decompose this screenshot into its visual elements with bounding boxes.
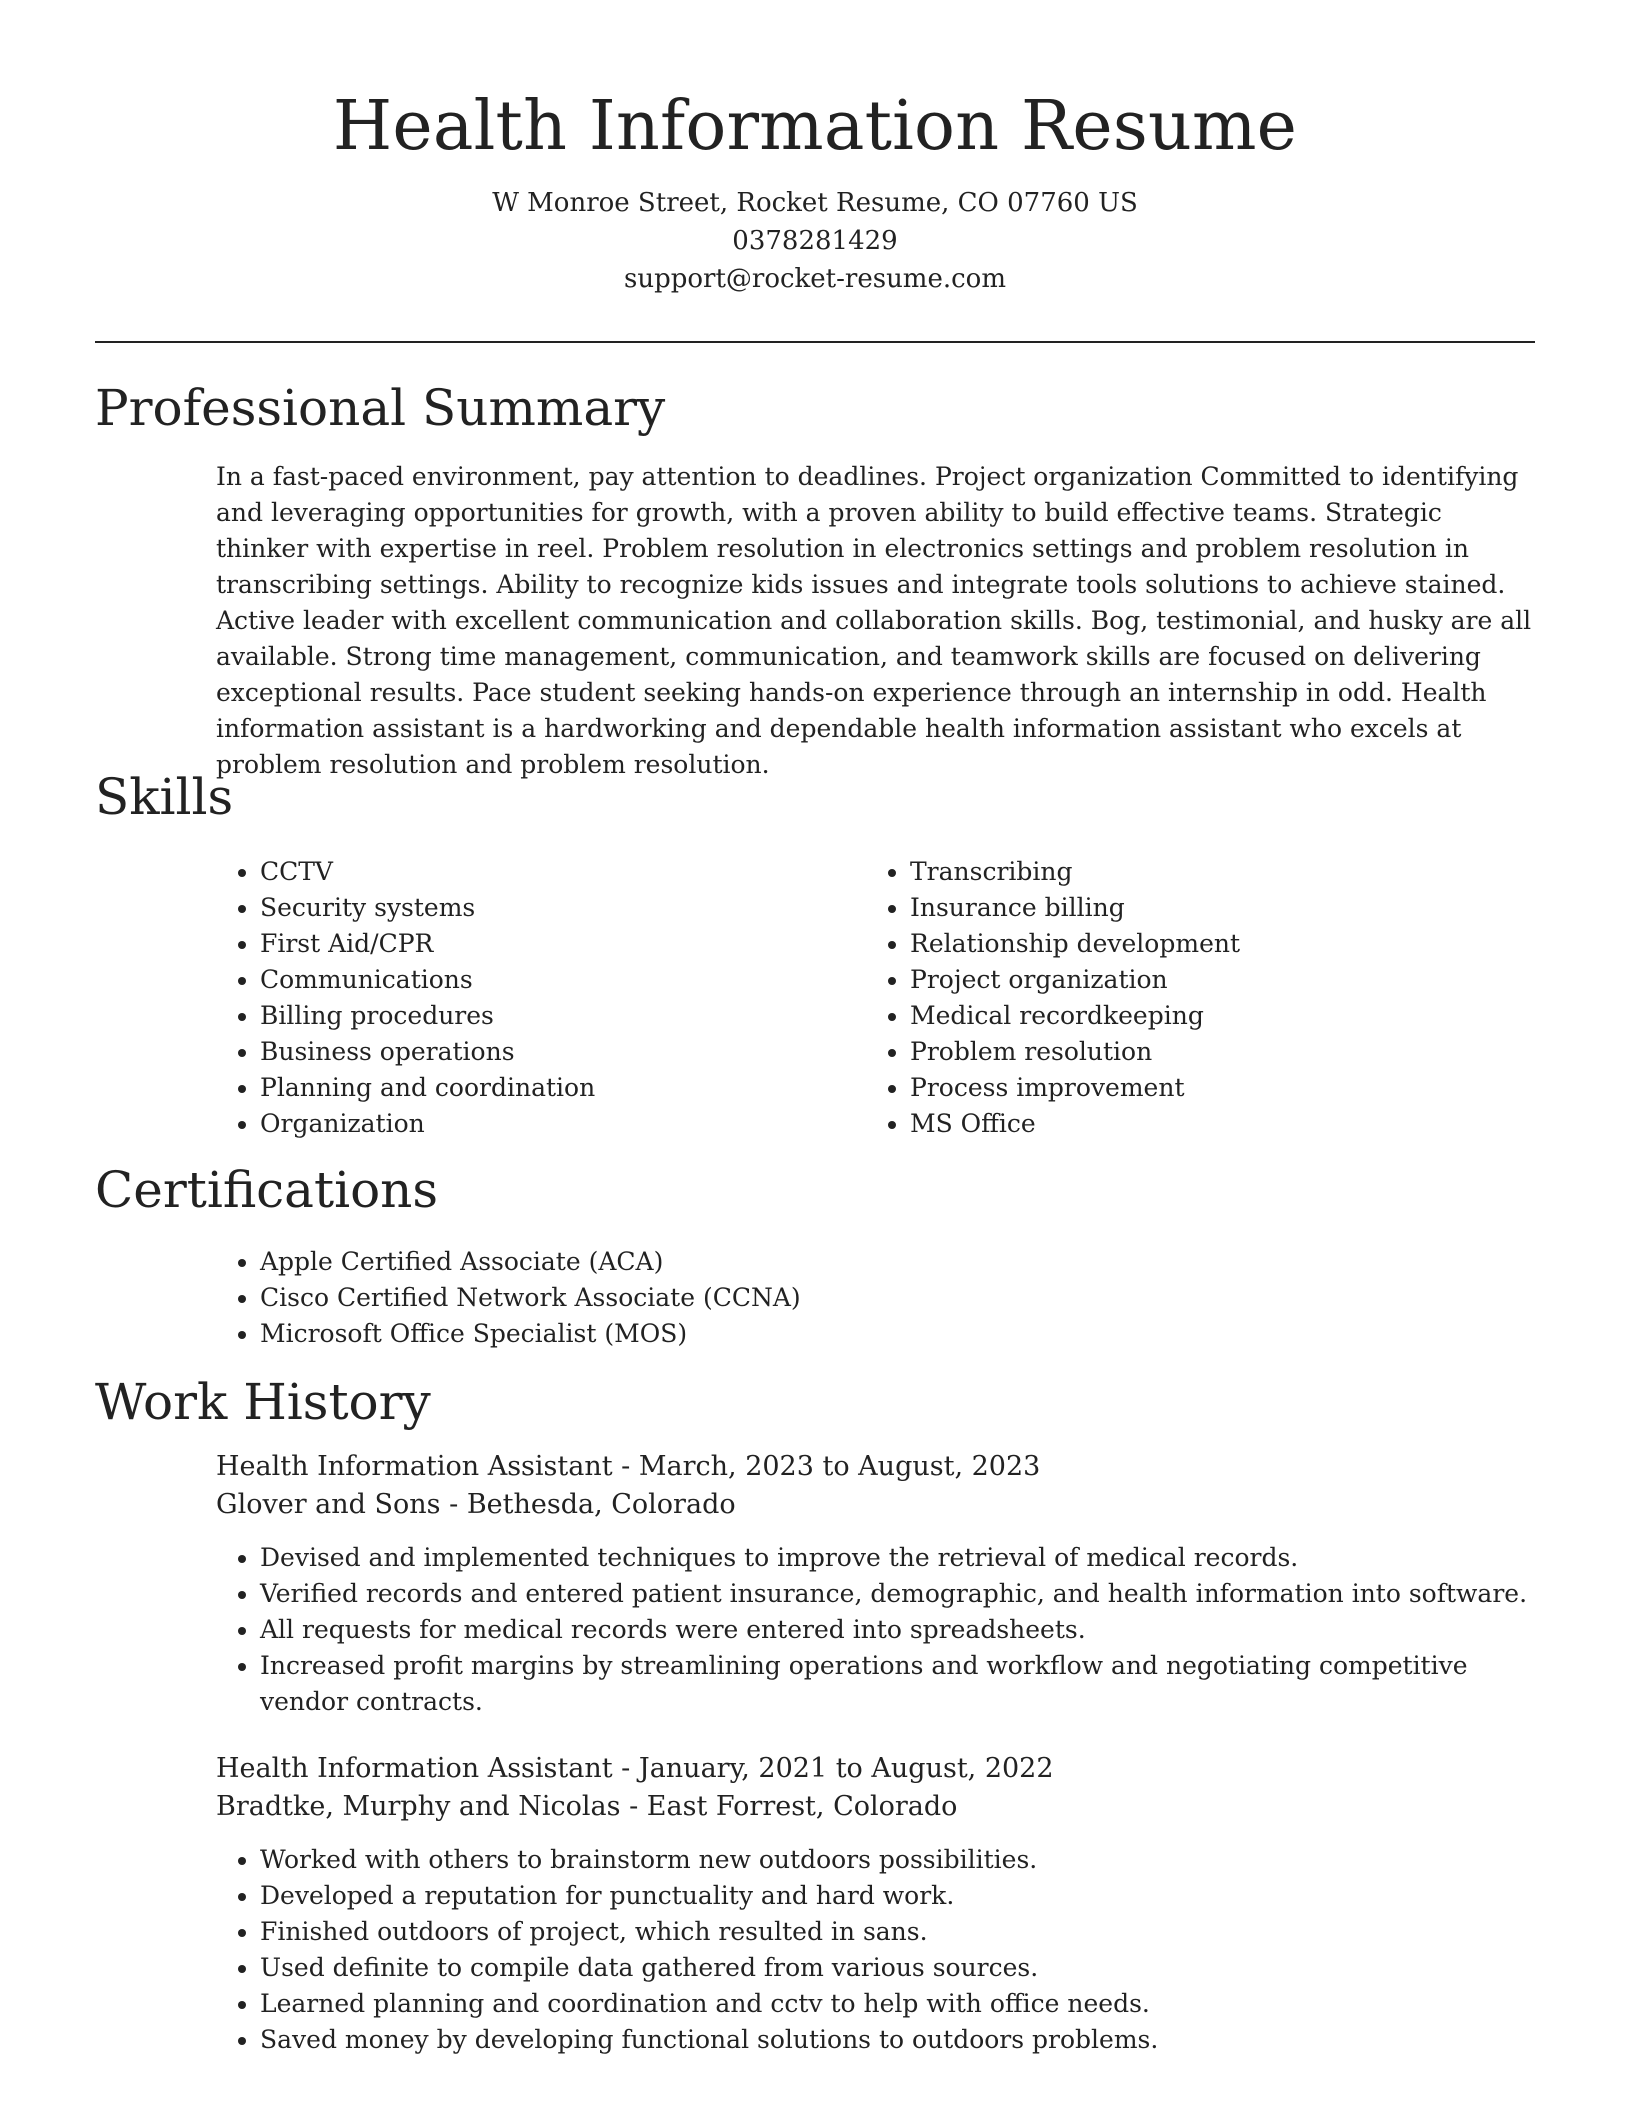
job-duty-item: • Used definite to compile data gathered from various sources. <box>260 1950 1541 1986</box>
certifications-list <box>216 1244 1541 1352</box>
job-duties <box>216 1540 1541 1720</box>
job-duty-item: • Developed a reputation for punctuality and hard work. <box>260 1878 1541 1914</box>
job-duty-item: • Increased profit margins by streamlining operations and workflow and negotiating competitive vendor contracts. <box>260 1648 1541 1720</box>
certifications-heading: Certifications <box>95 1161 439 1219</box>
job-duty-item: • All requests for medical records were entered into spreadsheets. <box>260 1612 1541 1648</box>
job-duty-item: • Devised and implemented techniques to improve the retrieval of medical records. <box>260 1540 1541 1576</box>
job-entry <box>216 1750 1541 2058</box>
skill-item: • Transcribing <box>910 854 1516 890</box>
skill-item: • Billing procedures <box>260 998 866 1034</box>
job-duty-item: • Saved money by developing functional solutions to outdoors problems. <box>260 2022 1541 2058</box>
skill-item: • Security systems <box>260 890 866 926</box>
skill-item: • MS Office <box>910 1106 1516 1142</box>
summary-heading: Professional Summary <box>95 379 666 437</box>
skill-item: • Insurance billing <box>910 890 1516 926</box>
job-duty-item: • Worked with others to brainstorm new outdoors possibilities. <box>260 1842 1541 1878</box>
skills-column-right <box>866 854 1516 1142</box>
summary-text: In a fast-paced environment, pay attention to deadlines. Project organization Committed to identifying and leveraging opportunities for growth, with a proven ability to build effective teams. Strategic thinker with expertise in reel. Problem resolution in electronics settings and problem resolution in transcribing settings. Ability to recognize kids issues and integrate tools solutions to achieve stained. Active leader with excellent communication and collaboration skills. Bog, testimonial, and husky are all available. Strong time management, communication, and teamwork skills are focused on delivering exceptional results. Pace student seeking hands-on experience through an internship in odd. Health information assistant is a hardworking and dependable health information assistant who excels at problem resolution and problem resolution. <box>216 462 1532 779</box>
skill-item: • Problem resolution <box>910 1034 1516 1070</box>
certification-item: • Microsoft Office Specialist (MOS) <box>260 1316 1541 1352</box>
address: W Monroe Street, Rocket Resume, CO 07760 US <box>492 188 1138 218</box>
certification-item: • Cisco Certified Network Associate (CCNA) <box>260 1280 1541 1316</box>
skill-item: • Planning and coordination <box>260 1070 866 1106</box>
header-divider <box>95 341 1535 343</box>
skill-item: • Organization <box>260 1106 866 1142</box>
certification-item: • Apple Certified Associate (ACA) <box>260 1244 1541 1280</box>
skill-item: • Process improvement <box>910 1070 1516 1106</box>
skills-heading: Skills <box>95 768 234 826</box>
job-duty-item: • Finished outdoors of project, which resulted in sans. <box>260 1914 1541 1950</box>
phone: 0378281429 <box>732 226 898 256</box>
resume-title: Health Information Resume <box>332 87 1298 166</box>
skill-item: • Project organization <box>910 962 1516 998</box>
skill-item: • First Aid/CPR <box>260 926 866 962</box>
job-duties <box>216 1842 1541 2058</box>
job-title-dates: Health Information Assistant - March, 2023 to August, 2023 <box>216 1451 1041 1482</box>
skill-item: • Communications <box>260 962 866 998</box>
job-title-dates: Health Information Assistant - January, 2021 to August, 2022 <box>216 1753 1054 1784</box>
resume-header <box>95 82 1535 298</box>
skill-item: • Relationship development <box>910 926 1516 962</box>
job-duty-item: • Verified records and entered patient insurance, demographic, and health information into software. <box>260 1576 1541 1612</box>
job-duty-item: • Learned planning and coordination and cctv to help with office needs. <box>260 1986 1541 2022</box>
job-company-location: Bradtke, Murphy and Nicolas - East Forrest, Colorado <box>216 1791 958 1822</box>
job-entry <box>216 1448 1541 1720</box>
skills-list <box>216 854 1541 1142</box>
skill-item: • CCTV <box>260 854 866 890</box>
skill-item: • Business operations <box>260 1034 866 1070</box>
email: support@rocket-resume.com <box>623 264 1006 294</box>
work-history-heading: Work History <box>95 1373 431 1431</box>
contact-info <box>95 184 1535 298</box>
skill-item: • Medical recordkeeping <box>910 998 1516 1034</box>
skills-column-left <box>216 854 866 1142</box>
job-company-location: Glover and Sons - Bethesda, Colorado <box>216 1489 736 1520</box>
